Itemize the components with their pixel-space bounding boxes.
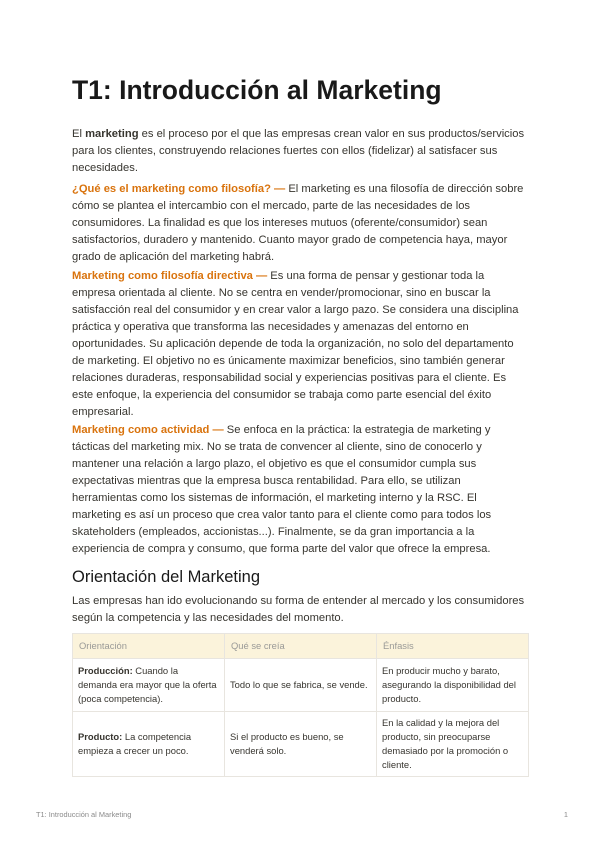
actividad-text: Se enfoca en la práctica: la estrategia de marketing y tácticas del marketing mix. No se trata de convencer al cliente, sino de conocerlo y mantener una relación a largo plazo, el objetivo es que el consumidor cumpla sus expectativas mientras que la empresa busca rentabilidad. Para ello, se utilizan herramientas como los sistemas de información, el marketing interno y la RSC. El marketing es así un proceso que crea valor tanto para el cliente como para todos los skateholders (empleados, accionistas...). Finalmente, se da gran importancia a la experiencia de compra y consumo, que forma parte del valor que ofrece la empresa. <box>72 424 492 555</box>
intro-text-end: es el proceso por el que las empresas crean valor en sus productos/servicios para los clientes, construyendo relaciones fuertes con ellos (fidelizar) al satisfacer sus necesidades. <box>72 128 525 174</box>
table-cell-orientation <box>73 712 225 777</box>
directiva-paragraph <box>72 268 528 421</box>
intro-term: marketing <box>85 128 139 140</box>
filosofia-text: El marketing es una filosofía de dirección sobre cómo se plantea el intercambio con el mercado, parte de las necesidades de los consumidores. La finalidad es que los intereses mutuos (oferente/consumidor) sean satisfactorios, duradero y mantenido. Cuanto mayor grado de competencia haya, mayor grado de aplicación del marketing habrá. <box>72 183 524 263</box>
table-header-cell: Énfasis <box>377 634 529 659</box>
filosofia-heading: ¿Qué es el marketing como filosofía? — <box>72 183 286 195</box>
table-cell-emphasis: En producir mucho y barato, asegurando la disponibilidad del producto. <box>377 659 529 712</box>
orientation-desc: La competencia empieza a crecer un poco. <box>78 731 192 756</box>
table-row <box>73 712 529 777</box>
orientation-label: Producto: <box>78 731 123 742</box>
section-title: Orientación del Marketing <box>72 568 261 586</box>
intro-paragraph <box>72 126 528 177</box>
orientation-table <box>72 633 529 777</box>
section-intro: Las empresas han ido evolucionando su forma de entender al mercado y los consumidores según la competencia y las necesidades del momento. <box>72 595 525 624</box>
directiva-heading: Marketing como filosofía directiva — <box>72 270 268 282</box>
page-number: 1 <box>563 810 568 819</box>
table-header-cell: Qué se creía <box>225 634 377 659</box>
filosofia-paragraph <box>72 181 528 266</box>
table-cell-belief: Si el producto es bueno, se venderá solo. <box>225 712 377 777</box>
table-cell-belief: Todo lo que se fabrica, se vende. <box>225 659 377 712</box>
orientation-label: Producción: <box>78 665 133 676</box>
directiva-text: Es una forma de pensar y gestionar toda la empresa orientada al cliente. No se centra en vender/promocionar, sino en buscar la satisfacción real del consumidor y en crear valor a largo pazo. Se considera una disciplina práctica y operativa que transforma las necesidades y amenazas del entorno en oportunidades. Su aplicación depende de toda la organización, no solo del departamento de marketing. El objetivo no es únicamente maximizar beneficios, sino también generar relaciones duraderas, responsabilidad social y experiencias positivas para el cliente. Es este enfoque, la experiencia del consumidor se trabaja como parte esencial del éxito empresarial. <box>72 270 519 418</box>
table-header-cell: Orientación <box>73 634 225 659</box>
intro-text-start: El <box>72 128 86 140</box>
actividad-paragraph <box>72 422 528 558</box>
footer-title: T1: Introducción al Marketing <box>36 810 132 819</box>
table-header-row <box>73 634 529 659</box>
table-cell-orientation <box>73 659 225 712</box>
table-cell-emphasis: En la calidad y la mejora del producto, sin preocuparse demasiado por la promoción o cliente. <box>377 712 529 777</box>
page-title: T1: Introducción al Marketing <box>72 75 442 105</box>
actividad-heading: Marketing como actividad — <box>72 424 224 436</box>
orientation-desc: Cuando la demanda era mayor que la oferta (poca competencia). <box>78 665 217 704</box>
table-row <box>73 659 529 712</box>
